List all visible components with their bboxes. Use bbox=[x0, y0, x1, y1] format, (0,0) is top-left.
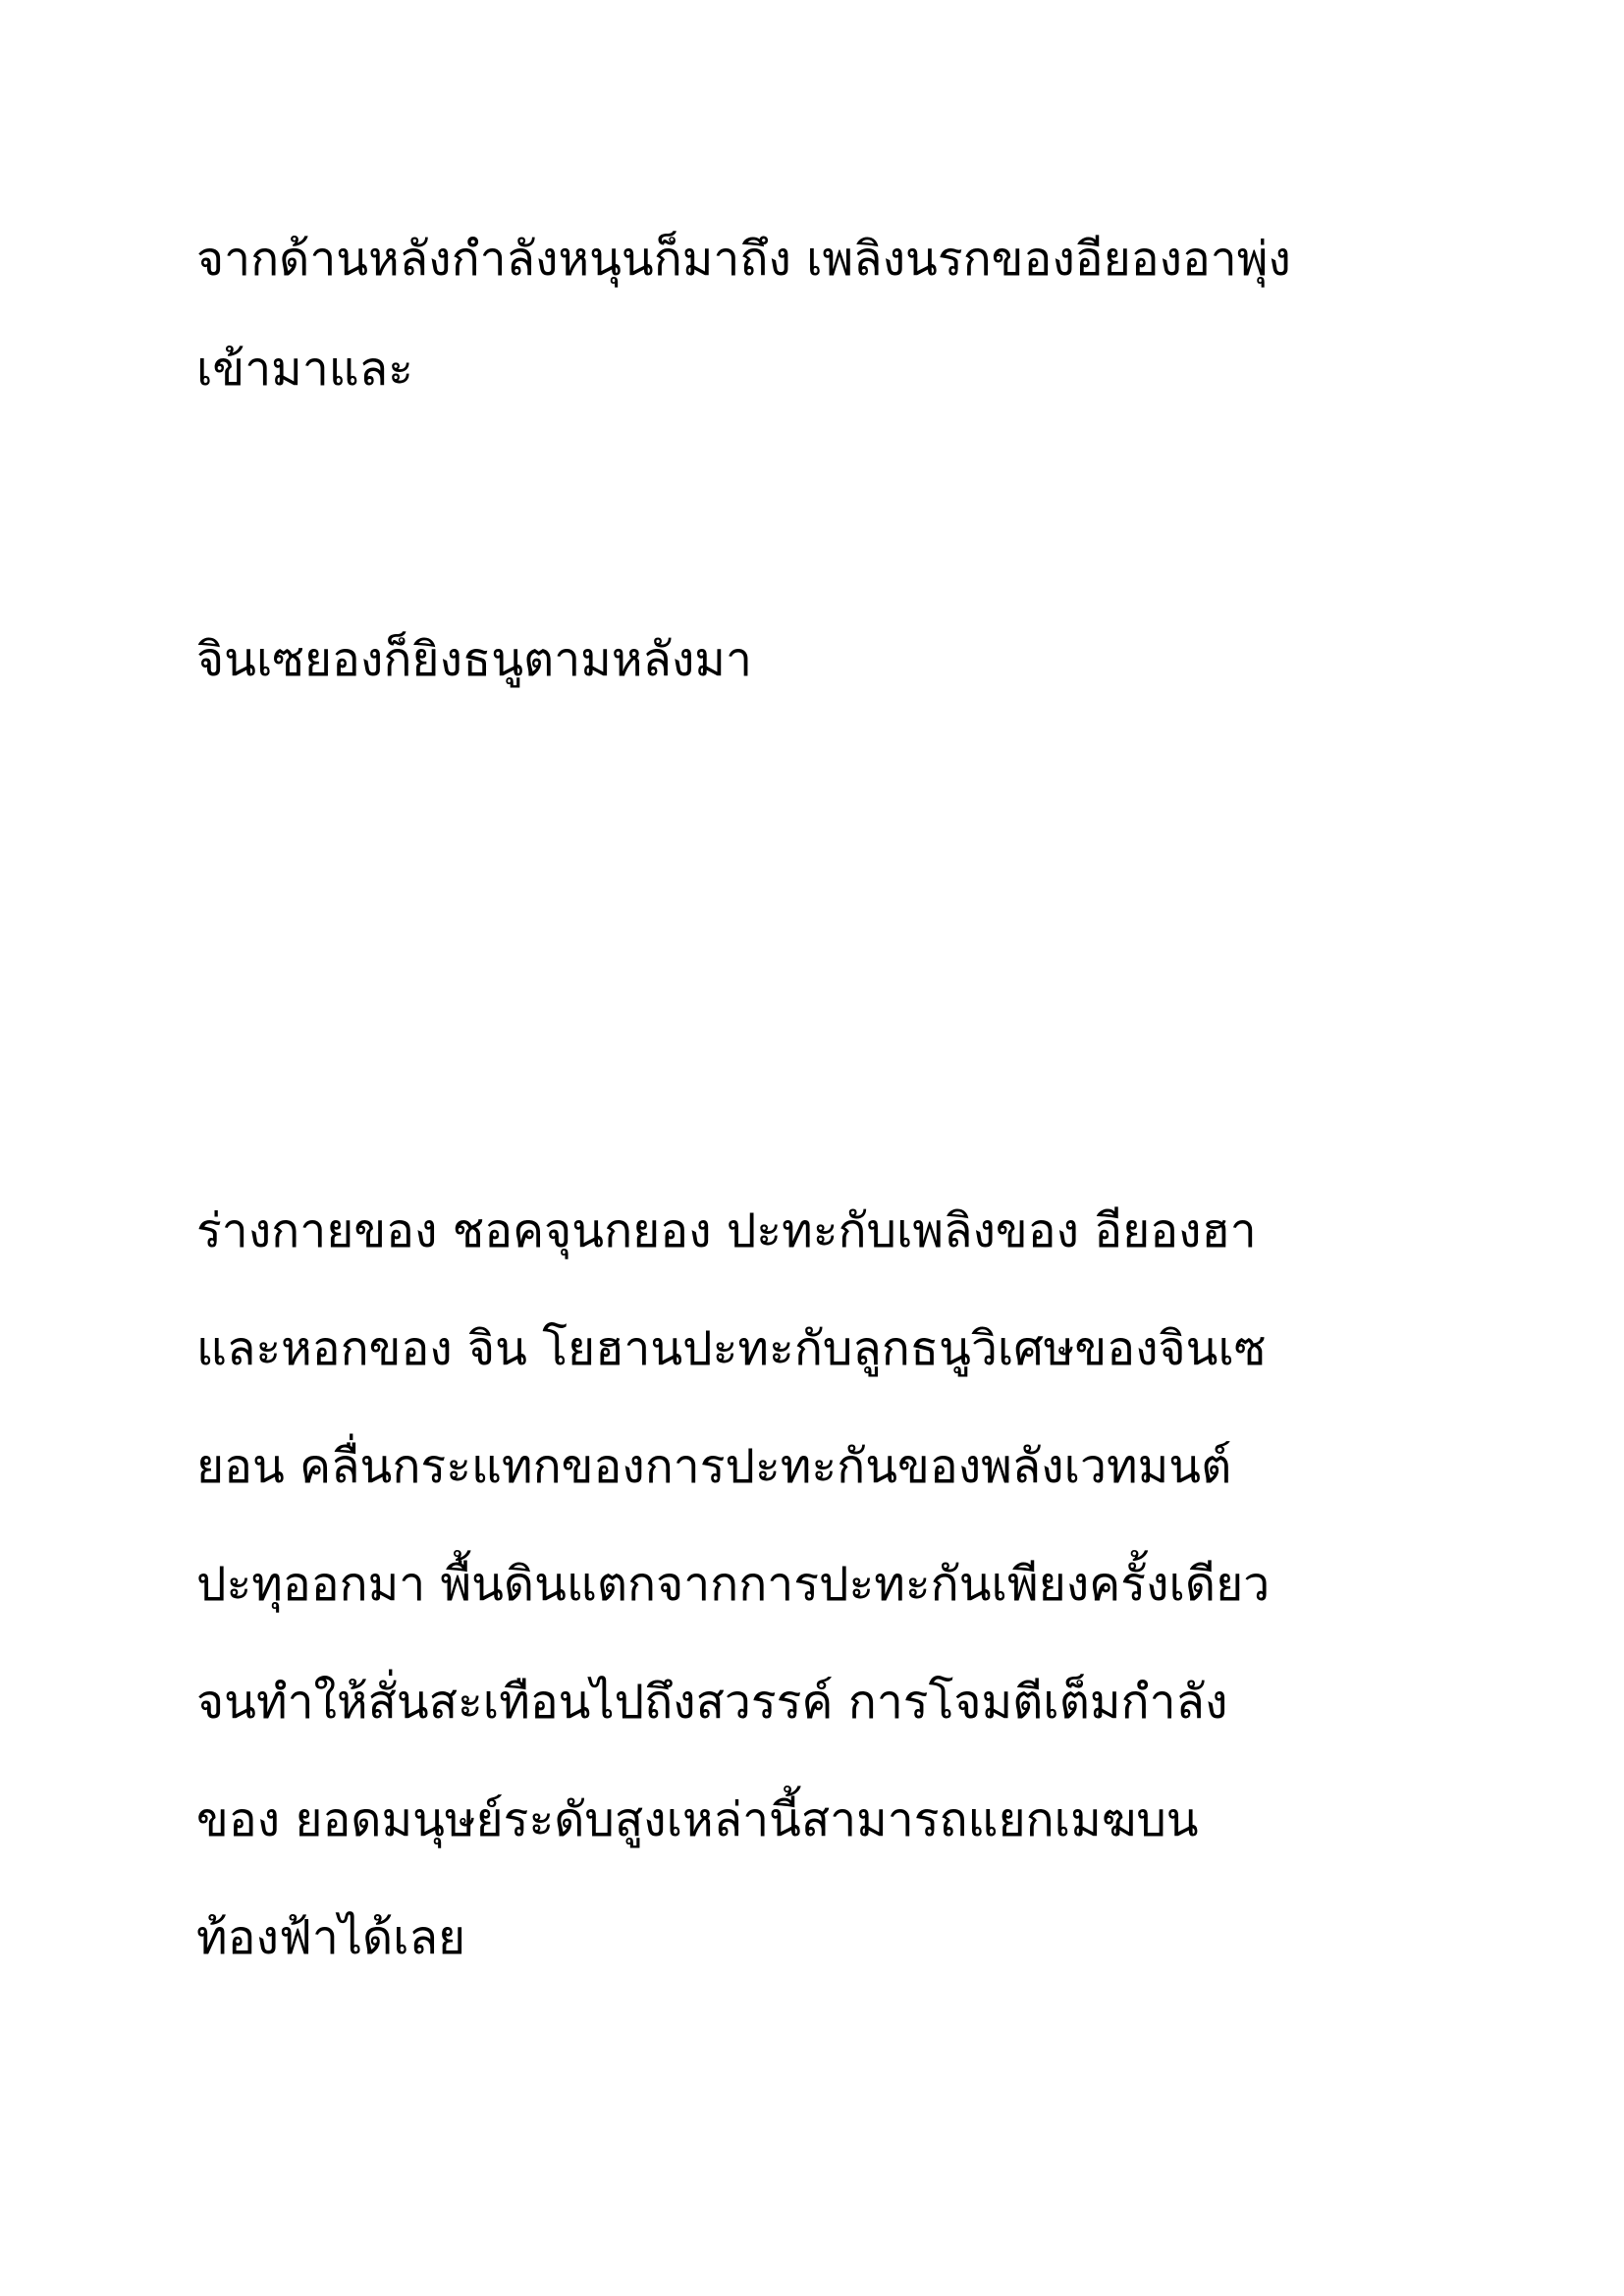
paragraph-3-line-3: ยอน คลื่นกระแทกของการปะทะกันของพลังเวทมนต์ bbox=[196, 1439, 1232, 1494]
paragraph-3-line-2: และหอกของ จิน โยฮานปะทะกับลูกธนูวิเศษของจินเซ bbox=[196, 1321, 1267, 1376]
paragraph-3-line-1: ร่างกายของ ชอคจุนกยอง ปะทะกับเพลิงของ อียองฮา bbox=[196, 1203, 1257, 1258]
paragraph-1-line-1: จากด้านหลังกำลังหนุนก็มาถึง เพลิงนรกของอียองอาพุ่ง bbox=[196, 232, 1291, 287]
paragraph-2-line-1: จินเซยองก็ยิงธนูตามหลังมา bbox=[196, 632, 752, 687]
paragraph-3-line-5: จนทำให้สั่นสะเทือนไปถึงสวรรค์ การโจมตีเต็มกำลัง bbox=[196, 1675, 1228, 1730]
paragraph-3-line-4: ปะทุออกมา พื้นดินแตกจากการปะทะกันเพียงครั้งเดียว bbox=[196, 1557, 1271, 1612]
paragraph-1-line-2: เข้ามาและ bbox=[196, 342, 413, 397]
paragraph-3-line-6: ของ ยอดมนุษย์ระดับสูงเหล่านี้สามารถแยกเมฆบน bbox=[196, 1792, 1199, 1847]
paragraph-3-line-7: ท้องฟ้าได้เลย bbox=[196, 1910, 466, 1965]
